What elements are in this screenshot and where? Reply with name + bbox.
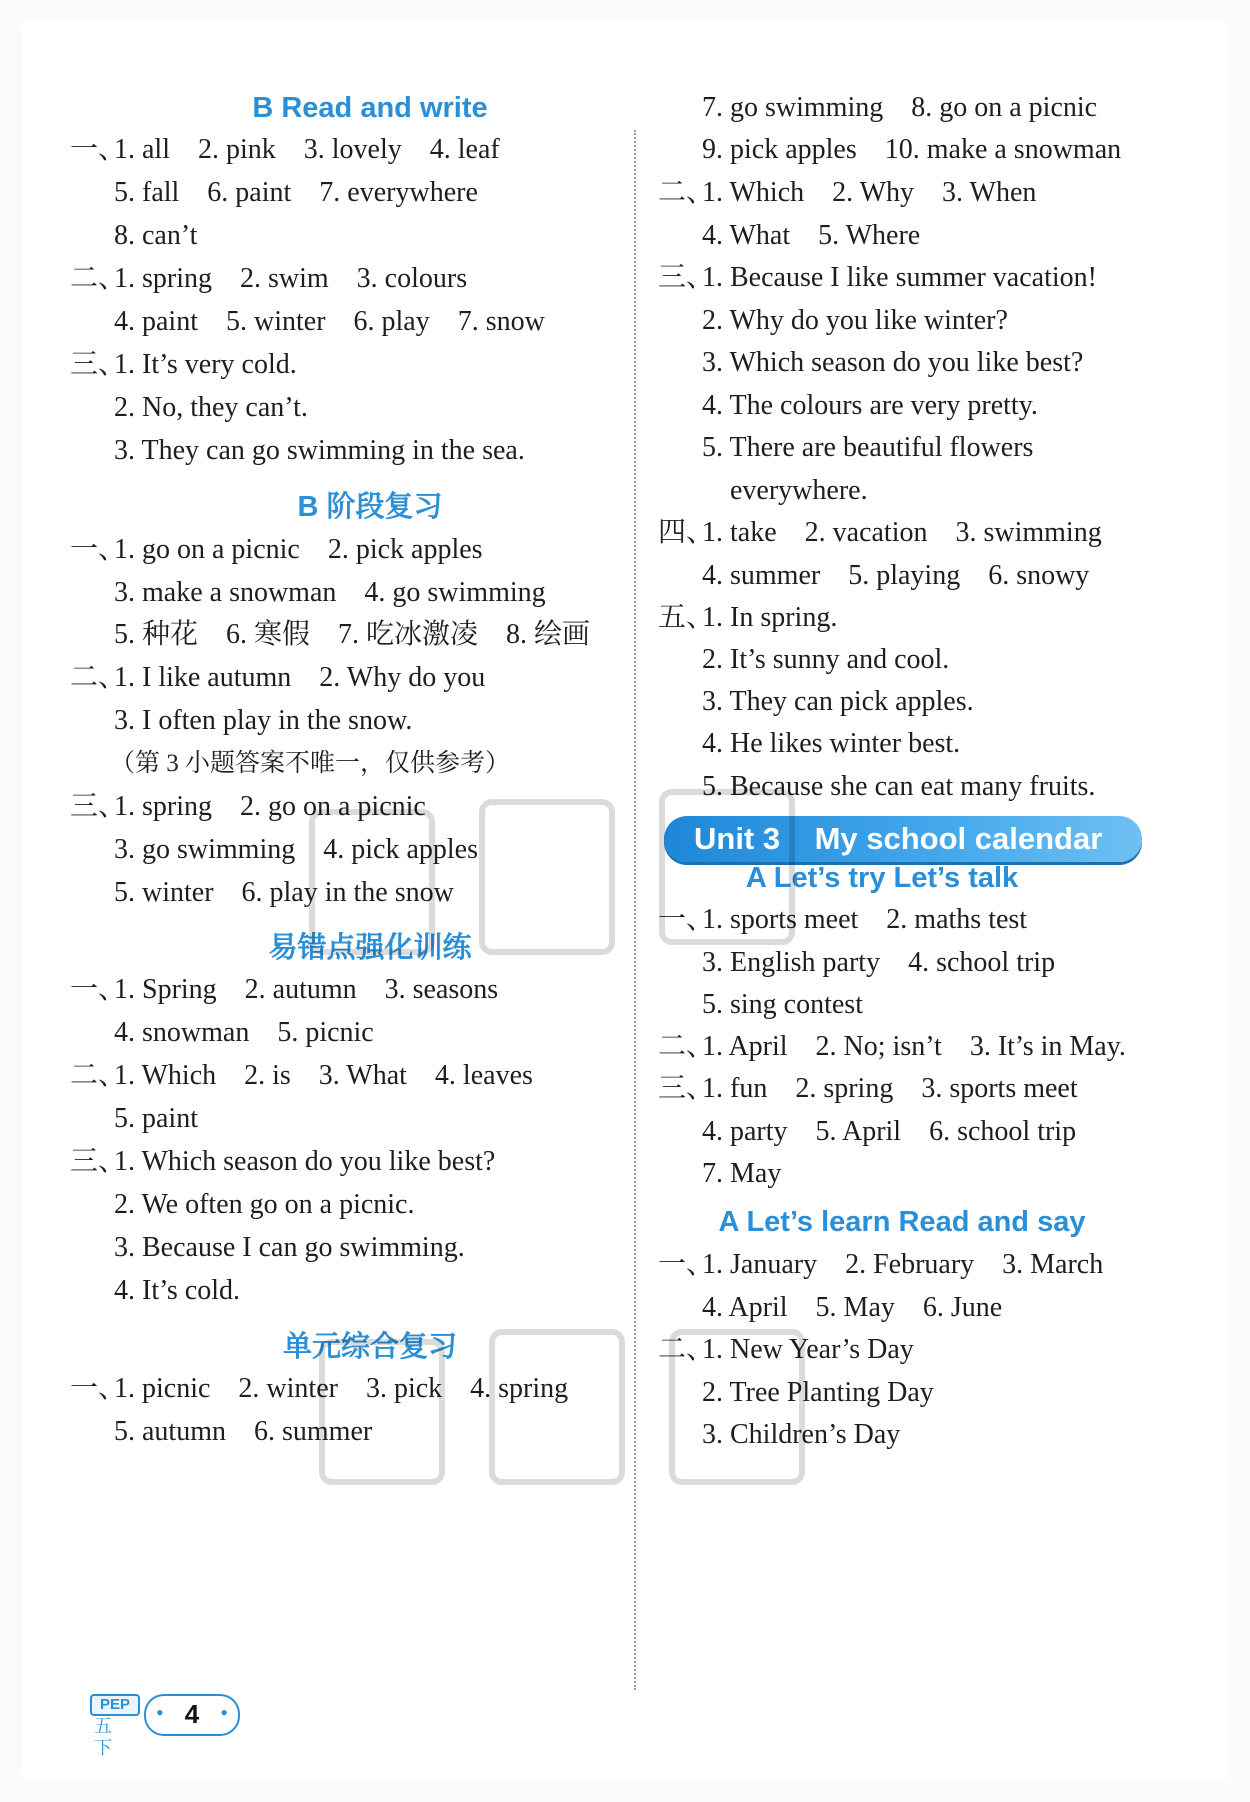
- answer-line: 3. English party 4. school trip: [702, 947, 1056, 978]
- section-title-learn-read: A Let’s learn Read and say: [718, 1206, 1086, 1238]
- answer-line: 二、1. April 2. No; isn’t 3. It’s in May.: [658, 1031, 1126, 1062]
- answer-line: 3. Which season do you like best?: [702, 347, 1084, 378]
- answer-line: 2. Why do you like winter?: [702, 305, 1008, 336]
- answer-line: 一、1. picnic 2. winter 3. pick 4. spring: [70, 1373, 569, 1404]
- edition-label: PEP: [90, 1694, 140, 1716]
- answer-line: 二、1. Which 2. is 3. What 4. leaves: [70, 1060, 533, 1091]
- answer-line: 5. 种花 6. 寒假 7. 吃冰激凌 8. 绘画: [114, 619, 591, 650]
- answer-line: 三、1. It’s very cold.: [70, 349, 297, 380]
- answer-line: 4. party 5. April 6. school trip: [702, 1116, 1077, 1147]
- answer-line: 4. April 5. May 6. June: [702, 1292, 1003, 1323]
- section-title-stage-review: B 阶段复习: [297, 491, 443, 523]
- answer-line: 二、1. New Year’s Day: [658, 1334, 914, 1365]
- watermark-graphic: [292, 782, 972, 982]
- answer-line: 4. What 5. Where: [702, 220, 921, 251]
- answer-line: 4. He likes winter best.: [702, 728, 961, 759]
- section-title-try-talk: A Let’s try Let’s talk: [745, 862, 1019, 894]
- answer-line: 4. paint 5. winter 6. play 7. snow: [114, 306, 545, 337]
- answer-line: 2. No, they can’t.: [114, 392, 308, 423]
- answer-line: 3. Because I can go swimming.: [114, 1232, 465, 1263]
- page-number-box: [144, 1694, 240, 1736]
- answer-line: 2. It’s sunny and cool.: [702, 644, 950, 675]
- answer-line: 4. It’s cold.: [114, 1275, 240, 1306]
- grade-label: 五下: [94, 1716, 112, 1759]
- answer-line: 三、1. spring 2. go on a picnic: [70, 791, 426, 822]
- answer-line: 5. autumn 6. summer: [114, 1416, 373, 1447]
- answer-line: 5. fall 6. paint 7. everywhere: [114, 177, 478, 208]
- answer-line: 三、1. fun 2. spring 3. sports meet: [658, 1073, 1078, 1104]
- answer-line: 4. The colours are very pretty.: [702, 390, 1038, 421]
- answer-line: 三、1. Because I like summer vacation!: [658, 262, 1097, 293]
- answer-line: 二、1. Which 2. Why 3. When: [658, 177, 1037, 208]
- answer-line: 3. go swimming 4. pick apples: [114, 834, 478, 865]
- answer-line: 2. Tree Planting Day: [702, 1377, 934, 1408]
- answer-line: 3. make a snowman 4. go swimming: [114, 577, 546, 608]
- answer-line: 二、1. I like autumn 2. Why do you: [70, 662, 486, 693]
- section-title-read-and-write: B Read and write: [252, 92, 488, 124]
- answer-line: 4. snowman 5. picnic: [114, 1017, 374, 1048]
- answer-line: 一、1. go on a picnic 2. pick apples: [70, 534, 483, 565]
- page-number: 4: [184, 1699, 200, 1729]
- answer-line: 四、1. take 2. vacation 3. swimming: [658, 517, 1102, 548]
- answer-line: 4. summer 5. playing 6. snowy: [702, 560, 1090, 591]
- answer-line: 5. winter 6. play in the snow: [114, 877, 454, 908]
- answer-line: 7. go swimming 8. go on a picnic: [702, 92, 1098, 123]
- answer-line: 7. May: [702, 1158, 782, 1189]
- answer-line: 2. We often go on a picnic.: [114, 1189, 415, 1220]
- unit-title: Unit 3 My school calendar: [694, 821, 1103, 856]
- answer-note: （第 3 小题答案不唯一，仅供参考）: [110, 750, 511, 777]
- section-title-error-training: 易错点强化训练: [268, 932, 472, 964]
- answer-page: [22, 22, 1228, 1780]
- answer-line: everywhere.: [730, 475, 868, 506]
- answer-line: 二、1. spring 2. swim 3. colours: [70, 263, 468, 294]
- answer-line: 5. Because she can eat many fruits.: [702, 771, 1096, 802]
- answer-line: 3. They can pick apples.: [702, 686, 974, 717]
- dot-icon: •: [156, 1700, 164, 1725]
- answer-line: 3. Children’s Day: [702, 1419, 901, 1450]
- dot-icon: •: [220, 1700, 228, 1725]
- answer-line: 一、1. all 2. pink 3. lovely 4. leaf: [70, 134, 500, 165]
- watermark-graphic: [292, 1322, 972, 1502]
- answer-line: 一、1. Spring 2. autumn 3. seasons: [70, 974, 499, 1005]
- answer-line: 9. pick apples 10. make a snowman: [702, 134, 1122, 165]
- answer-line: 一、1. January 2. February 3. March: [658, 1249, 1104, 1280]
- answer-line: 5. paint: [114, 1103, 198, 1134]
- answer-line: 五、1. In spring.: [658, 602, 838, 633]
- answer-line: 一、1. sports meet 2. maths test: [658, 904, 1028, 935]
- answer-line: 3. They can go swimming in the sea.: [114, 435, 525, 466]
- section-title-unit-review: 单元综合复习: [282, 1331, 457, 1363]
- answer-line: 8. can’t: [114, 220, 198, 251]
- answer-line: 3. I often play in the snow.: [114, 705, 413, 736]
- answer-line: 5. There are beautiful flowers: [702, 432, 1034, 463]
- answer-line: 三、1. Which season do you like best?: [70, 1146, 496, 1177]
- answer-line: 5. sing contest: [702, 989, 863, 1020]
